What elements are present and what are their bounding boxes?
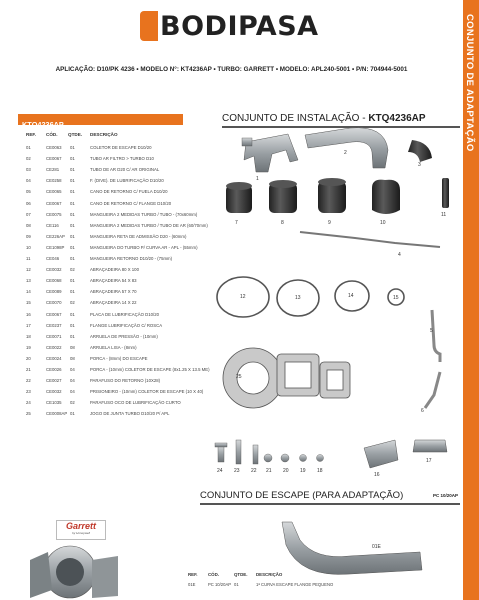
row-description: MANGUEIRA RETA DE ADMISSÃO D20 - (60mm) [90, 233, 187, 239]
row-description: FLANGE LUBRIFICAÇÃO C/ ROSCA [90, 322, 163, 328]
col-code: CÓD. [46, 132, 58, 137]
part-number-11: 11 [441, 212, 447, 218]
part-1-manifold [242, 134, 298, 172]
row-qty: 01 [70, 167, 75, 173]
part-25-gaskets [223, 348, 350, 408]
row-description: PARAFUSO DO RETORNO (10X28) [90, 378, 161, 384]
row-ref: 18 [26, 333, 31, 339]
part-number-4: 4 [398, 252, 401, 258]
part-number-25: 25 [236, 374, 242, 380]
part-number-20: 20 [283, 468, 289, 474]
part-number-13: 13 [295, 295, 301, 301]
row-qty: 01 [70, 333, 75, 339]
row-code: CE1035 [46, 400, 62, 406]
col-description: DESCRIÇÃO [90, 132, 118, 137]
row-ref: 12 [26, 267, 31, 273]
row-ref: 15 [26, 300, 31, 306]
part-number-15: 15 [393, 295, 399, 301]
row-ref: 02 [26, 156, 31, 162]
row-code: CE0070 [46, 300, 62, 306]
row-code: CE0067 [46, 200, 62, 206]
row-qty: 08 [70, 355, 75, 361]
row-ref: 14 [26, 289, 31, 295]
row-ref: 16 [26, 311, 31, 317]
row-code: CE0068 [46, 278, 62, 284]
row-ref: 08 [26, 222, 31, 228]
row-code: CE0032 [46, 267, 62, 273]
row-qty: 01 [70, 411, 75, 417]
row-qty: 08 [70, 344, 75, 350]
row-qty: 01 [70, 156, 75, 162]
garrett-logo [56, 520, 106, 540]
exhaust-col-description: DESCRIÇÃO [256, 572, 283, 577]
part-4-line [300, 232, 440, 247]
row-description: CANO DE RETORNO C/ FLANGE D10/20 [90, 200, 172, 206]
col-ref: REF. [26, 132, 36, 137]
row-description: TUBO DE AR D20 C/ AR ORIGINAL [90, 167, 160, 173]
row-qty: 01 [70, 178, 75, 184]
part-2-tube [305, 128, 388, 168]
exhaust-title: CONJUNTO DE ESCAPE (PARA ADAPTAÇÃO) [200, 490, 404, 501]
part-11-hose [442, 178, 449, 208]
row-qty: 01 [70, 233, 75, 239]
part-number-16: 16 [374, 472, 380, 478]
row-description: MANGUEIRA DO TURBO P/ CURVA AR - APL - (55mm) [90, 244, 198, 250]
row-code: CE0032 [46, 389, 62, 395]
exhaust-col-code: CÓD. [208, 572, 219, 577]
exhaust-row-code: PC 10/20AP [208, 582, 232, 587]
row-description: MANGUEIRA RETORNO D10/20 - (75mm) [90, 256, 173, 261]
row-qty: 01 [70, 278, 75, 284]
part-number-7: 7 [235, 220, 238, 226]
part-number-14: 14 [348, 293, 354, 299]
row-qty: 01 [70, 211, 75, 217]
installation-title: CONJUNTO DE INSTALAÇÃO - KTQ4236AP [222, 113, 426, 124]
row-ref: 10 [26, 244, 31, 250]
row-code: CE0067 [46, 156, 62, 162]
part-number-3: 3 [418, 162, 421, 168]
part-number-10: 10 [380, 220, 386, 226]
row-ref: 23 [26, 389, 31, 395]
row-code: CE046 [46, 256, 60, 261]
row-description: MANGUEIRA 2 MEDIDAS TURBO / TUBO DE AR (60/70mm) [90, 222, 208, 228]
row-code: CE1098P [46, 244, 65, 250]
row-qty: 01 [70, 222, 75, 228]
row-description: ARRUELA LISA - (8mm) [90, 344, 137, 350]
row-ref: 22 [26, 378, 31, 384]
exhaust-row-qty: 01 [234, 582, 239, 587]
row-ref: 05 [26, 189, 31, 195]
row-qty: 01 [70, 145, 75, 150]
row-code: CE0027 [46, 378, 62, 384]
row-qty: 01 [70, 244, 75, 250]
exhaust-col-ref: REF. [188, 572, 198, 577]
row-ref: 24 [26, 400, 31, 406]
row-code: CE0022 [46, 344, 62, 350]
row-description: ABRAÇADEIRA 54 X 83 [90, 278, 137, 284]
row-qty: 02 [70, 300, 75, 306]
row-description: CANO DE RETORNO C/ FUELA D10/20 [90, 189, 168, 195]
row-code: CE0237 [46, 322, 62, 328]
col-qty: QTDE. [68, 132, 83, 137]
row-code: CE0065 [46, 189, 62, 195]
row-code: CE226AP [46, 233, 65, 239]
exhaust-divider [200, 503, 460, 505]
part-01e-exhaust-bend [282, 522, 422, 574]
row-ref: 13 [26, 278, 31, 284]
part-number-18: 18 [317, 468, 323, 474]
row-description: PORCA - (8mm) DO ESCAPE [90, 355, 148, 361]
part-number-6: 6 [421, 408, 424, 414]
row-code: CE0063 [46, 145, 62, 150]
row-code: CE0258 [46, 178, 62, 184]
exhaust-row-ref: 01E [188, 582, 196, 587]
row-description: PARAFUSO OCO DE LUBRIFICAÇÃO CURTO [90, 400, 181, 406]
part-number-24: 24 [217, 468, 223, 474]
row-description: TUBO AR FILTRO > TURBO D10 [90, 156, 154, 162]
row-code: CE0024 [46, 355, 62, 361]
exhaust-part-label: 01E [372, 544, 381, 550]
part-number-12: 12 [240, 294, 246, 300]
row-qty: 01 [70, 256, 75, 261]
part-number-21: 21 [266, 468, 272, 474]
row-ref: 21 [26, 367, 31, 372]
row-ref: 04 [26, 178, 31, 184]
row-ref: 20 [26, 355, 31, 361]
fasteners [215, 440, 324, 464]
row-code: CE0075 [46, 211, 62, 217]
row-description: PORCA - (10mm) COLETOR DE ESCAPE (8x1.25 X 13.5 ME) [90, 367, 210, 372]
row-ref: 25 [26, 411, 31, 417]
row-qty: 01 [70, 189, 75, 195]
row-description: PLACA DE LUBRIFICAÇÃO D10/20 [90, 311, 160, 317]
row-code: CE0008AP [46, 411, 68, 417]
row-qty: 02 [70, 400, 75, 406]
row-description: PRISIONEIRO - (10mm) COLETOR DE ESCAPE (10 X 40) [90, 389, 204, 395]
part-number-19: 19 [300, 468, 306, 474]
part-number-9: 9 [328, 220, 331, 226]
row-ref: 01 [26, 145, 31, 150]
row-ref: 19 [26, 344, 31, 350]
part-number-8: 8 [281, 220, 284, 226]
row-code: CE0089 [46, 289, 62, 295]
row-code: CE0071 [46, 333, 62, 339]
row-description: ABRAÇADEIRA 14 X 22 [90, 300, 137, 306]
part-number-2: 2 [344, 150, 347, 156]
row-description: MANGUEIRA 2 MEDIDAS TURBO / TUBO - (70x60mm) [90, 211, 198, 217]
part-7-hose [226, 182, 252, 213]
part-6-tube [425, 372, 440, 408]
row-qty: 04 [70, 378, 75, 384]
row-qty: 04 [70, 367, 75, 372]
row-ref: 06 [26, 200, 31, 206]
row-ref: 17 [26, 322, 31, 328]
row-description: ARRUELA DE PRESSÃO - (10mm) [90, 333, 158, 339]
brand-name: BODIPASA [160, 10, 319, 42]
row-code: CE281 [46, 167, 60, 173]
part-3-elbow [408, 140, 432, 162]
exhaust-code: PC 10/20AP [433, 493, 459, 498]
turbo-photo [30, 546, 118, 598]
part-9-hose [318, 178, 346, 213]
row-qty: 01 [70, 322, 75, 328]
exhaust-col-qty: QTDE. [234, 572, 248, 577]
part-number-1: 1 [256, 176, 259, 182]
side-category-label: CONJUNTO DE ADAPTAÇÃO [464, 14, 475, 152]
part-number-23: 23 [234, 468, 240, 474]
row-ref: 11 [26, 256, 31, 261]
row-description: ABRAÇADEIRA 57 X 70 [90, 289, 137, 295]
part-number-5: 5 [430, 328, 433, 334]
part-10-hose [372, 180, 400, 214]
garrett-sub: by Honeywell [72, 531, 90, 535]
row-description: JOGO DE JUNTA TURBO D10/20 P/ APL [90, 411, 170, 417]
row-qty: 04 [70, 389, 75, 395]
row-ref: 03 [26, 167, 31, 173]
row-ref: 07 [26, 211, 31, 217]
row-code: CE116 [46, 222, 59, 228]
part-8-hose [269, 180, 297, 213]
row-qty: 01 [70, 200, 75, 206]
part-16-plate [364, 440, 398, 468]
row-description: ABRAÇADEIRA 80 X 100 [90, 267, 139, 273]
row-code: CE0026 [46, 367, 62, 372]
garrett-name: Garrett [65, 521, 96, 531]
row-qty: 02 [70, 267, 75, 273]
part-5-tube [432, 310, 440, 362]
part-17-flange [413, 440, 447, 452]
exhaust-row-description: 1ª CURVA ESCAPE FLANGE PEQUENO [256, 582, 334, 587]
row-qty: 01 [70, 311, 75, 317]
application-line: APLICAÇÃO: D10/PK 4236 • MODELO N°: KT4236AP • TURBO: GARRETT • MODELO: APL240-5001 • P/N: 704944-5001 [55, 66, 408, 73]
row-ref: 09 [26, 233, 31, 239]
kit-tag: KTQ4236AP [22, 120, 64, 129]
part-number-22: 22 [251, 468, 257, 474]
part-number-17: 17 [426, 458, 432, 464]
row-description: COLETOR DE ESCAPE D10/20 [90, 145, 152, 150]
row-qty: 01 [70, 289, 75, 295]
row-code: CE0067 [46, 311, 62, 317]
row-description: F. (DIVE). DE LUBRIFICAÇÃO D10/20 [90, 178, 164, 184]
